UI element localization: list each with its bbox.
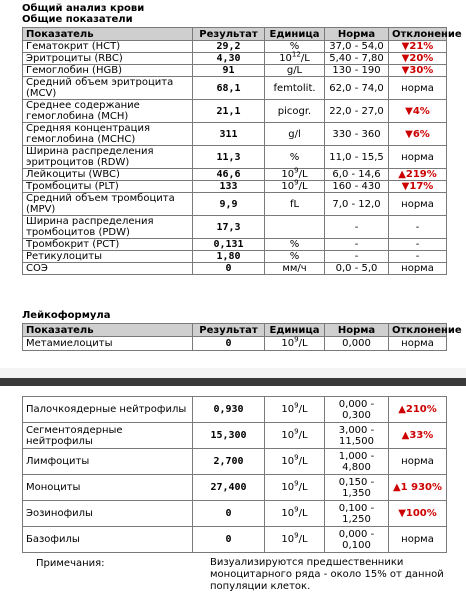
unit-base: g/l [288,128,301,140]
differential-table [22,396,447,553]
unit-base: 10 [281,482,295,493]
table-row [23,100,447,123]
row-name: Метамиелоциты [23,337,193,351]
row-result: 0 [193,337,265,351]
header-result: Результат [193,324,265,337]
row-norm: 0,0 - 5,0 [325,263,389,275]
row-unit [265,77,325,100]
notes-text: Визуализируются предшественники моноцитарного ряда - около 15% от данной популяции клеток. [210,557,444,592]
row-unit [265,527,325,553]
unit-suffix: /L [298,404,308,415]
unit-exponent: 9 [294,335,299,344]
table-row [23,527,447,553]
header-param: Показатель [23,28,193,41]
row-unit [265,501,325,527]
unit-exponent: 9 [294,166,299,175]
row-result: 2,700 [193,449,265,475]
row-unit [265,337,325,351]
unit-base: 10 [279,53,292,64]
row-name: Ширина распределения тромбоцитов (PDW) [23,216,193,239]
unit-base: 10 [281,534,295,545]
table-row [23,501,447,527]
table-row [23,337,447,351]
page-gap [0,368,466,378]
unit-suffix: /L [298,456,308,467]
unit-exponent: 9 [294,453,299,462]
row-norm: 5,40 - 7,80 [325,53,389,65]
header-norm: Норма [325,28,389,41]
row-result: 17,3 [193,216,265,239]
row-deviation: норма [389,77,447,100]
table-row [23,53,447,65]
row-deviation: норма [389,527,447,553]
row-result: 0 [193,501,265,527]
row-name: Эритроциты (RBC) [23,53,193,65]
results-table [22,27,462,275]
row-name: Средний объем эритроцита (MCV) [23,77,193,100]
unit-base: 10 [281,508,295,519]
row-unit [265,65,325,77]
row-norm: 160 - 430 [325,181,389,193]
row-name: Тромбокрит (PCT) [23,239,193,251]
row-deviation: ▼4% [389,100,447,123]
report-subtitle: Общие показатели [22,14,133,25]
report-title: Общий анализ крови [22,3,145,14]
header-unit: Единица [265,28,325,41]
row-name: Средний объем тромбоцита (MPV) [23,193,193,216]
row-result: 1,80 [193,251,265,263]
row-name: Средняя концентрация гемоглобина (MCHC) [23,123,193,146]
unit-base: % [289,41,300,52]
row-result: 9,9 [193,193,265,216]
row-name: СОЭ [23,263,193,275]
results-body [23,41,447,275]
row-name: Гематокрит (HCT) [23,41,193,53]
row-result: 0,930 [193,397,265,423]
unit-exponent: 9 [294,427,299,436]
row-unit [265,123,325,146]
row-unit [265,193,325,216]
row-name: Эозинофилы [23,501,193,527]
table-row [23,449,447,475]
row-result: 11,3 [193,146,265,169]
unit-suffix: /L [300,53,310,64]
row-result: 133 [193,181,265,193]
row-norm: 330 - 360 [325,123,389,146]
unit-exponent: 9 [294,479,299,488]
row-deviation: - [389,251,447,263]
row-unit [265,423,325,449]
row-deviation: норма [389,193,447,216]
row-norm: 11,0 - 15,5 [325,146,389,169]
row-result: 29,2 [193,41,265,53]
row-deviation: ▼17% [389,181,447,193]
row-name: Сегментоядерные нейтрофилы [23,423,193,449]
unit-exponent: 9 [294,401,299,410]
row-result: 27,400 [193,475,265,501]
row-name: Базофилы [23,527,193,553]
unit-base: % [289,239,300,250]
row-norm: 0,000 - 0,100 [325,527,389,553]
row-result: 21,1 [193,100,265,123]
row-norm: 22,0 - 27,0 [325,100,389,123]
header-unit: Единица [265,324,325,337]
row-name: Ретикулоциты [23,251,193,263]
row-unit [265,449,325,475]
row-norm: 3,000 - 11,500 [325,423,389,449]
unit-base: 10 [281,169,295,180]
row-norm: 1,000 - 4,800 [325,449,389,475]
unit-exponent: 9 [294,505,299,514]
row-name: Ширина распределения эритроцитов (RDW) [23,146,193,169]
unit-base: femtolit. [273,82,316,94]
table-row [23,169,447,181]
row-norm: 0,000 [325,337,389,351]
row-unit [265,397,325,423]
differential-body [23,397,447,553]
row-unit [265,239,325,251]
unit-base: picogr. [277,105,312,117]
row-norm: 7,0 - 12,0 [325,193,389,216]
row-norm: - [325,239,389,251]
table-header-row [23,324,447,337]
row-norm: 6,0 - 14,6 [325,169,389,181]
unit-suffix: /L [298,338,308,349]
table-row [23,193,447,216]
row-deviation: ▲219% [389,169,447,181]
row-deviation: норма [389,146,447,169]
table-row [23,77,447,100]
table-row [23,251,447,263]
row-norm: 37,0 - 54,0 [325,41,389,53]
table-row [23,239,447,251]
row-deviation: ▲33% [389,423,447,449]
table-row [23,41,447,53]
unit-base: 10 [281,338,295,349]
row-result: 0,131 [193,239,265,251]
unit-suffix: /L [298,508,308,519]
row-deviation: ▲1 930% [389,475,447,501]
unit-base: 10 [281,456,295,467]
leukoformula-table [22,323,462,351]
unit-suffix: /L [298,181,308,192]
table-row [23,397,447,423]
table-row [23,123,447,146]
table-row [23,146,447,169]
header-norm: Норма [325,324,389,337]
row-name: Лейкоциты (WBC) [23,169,193,181]
row-result: 0 [193,527,265,553]
row-norm: 0,100 - 1,250 [325,501,389,527]
row-unit [265,216,325,239]
row-deviation: ▼100% [389,501,447,527]
leukoformula-body [23,337,447,351]
row-unit [265,475,325,501]
unit-exponent: 12 [291,50,301,59]
unit-base: % [289,151,300,163]
unit-suffix: /L [298,430,308,441]
row-result: 0 [193,263,265,275]
unit-base: % [289,251,300,262]
report-page-2 [0,386,466,600]
row-deviation: ▼6% [389,123,447,146]
unit-base: fL [289,198,300,210]
row-deviation: ▼21% [389,41,447,53]
row-deviation: норма [389,449,447,475]
unit-exponent: 9 [294,531,299,540]
unit-exponent: 9 [294,178,299,187]
row-deviation: ▼30% [389,65,447,77]
row-deviation: норма [389,263,447,275]
table-header-row [23,28,447,41]
row-result: 68,1 [193,77,265,100]
row-result: 15,300 [193,423,265,449]
table-row [23,181,447,193]
table-row [23,423,447,449]
row-unit [265,100,325,123]
page-separator [0,378,466,386]
row-unit [265,178,325,193]
row-name: Палочкоядерные нейтрофилы [23,397,193,423]
row-unit [265,50,325,65]
row-result: 4,30 [193,53,265,65]
row-name: Гемоглобин (HGB) [23,65,193,77]
unit-base: мм/ч [282,263,307,274]
table-row [23,263,447,275]
row-unit [265,263,325,275]
table-row [23,216,447,239]
row-deviation: - [389,216,447,239]
unit-suffix: /L [298,534,308,545]
unit-base: 10 [281,181,295,192]
row-unit [265,251,325,263]
row-result: 46,6 [193,169,265,181]
row-norm: 0,150 - 1,350 [325,475,389,501]
row-norm: 62,0 - 74,0 [325,77,389,100]
unit-base: g/L [286,65,303,76]
row-unit [265,146,325,169]
row-deviation: норма [389,337,447,351]
row-norm: - [325,251,389,263]
row-deviation: ▼20% [389,53,447,65]
row-result: 91 [193,65,265,77]
leukoformula-title: Лейкоформула [22,310,111,321]
row-name: Среднее содержание гемоглобина (MCH) [23,100,193,123]
notes-label: Примечания: [36,558,105,569]
header-deviation: Отклонение [389,28,447,41]
row-norm: 0,000 - 0,300 [325,397,389,423]
unit-suffix: /L [298,482,308,493]
row-result: 311 [193,123,265,146]
header-result: Результат [193,28,265,41]
unit-suffix: /L [298,169,308,180]
header-deviation: Отклонение [389,324,447,337]
table-row [23,475,447,501]
row-name: Моноциты [23,475,193,501]
row-name: Лимфоциты [23,449,193,475]
unit-base: 10 [281,430,295,441]
row-deviation: ▲210% [389,397,447,423]
row-norm: 130 - 190 [325,65,389,77]
row-name: Тромбоциты (PLT) [23,181,193,193]
row-deviation: - [389,239,447,251]
unit-base: 10 [281,404,295,415]
row-norm: - [325,216,389,239]
table-row [23,65,447,77]
header-param: Показатель [23,324,193,337]
